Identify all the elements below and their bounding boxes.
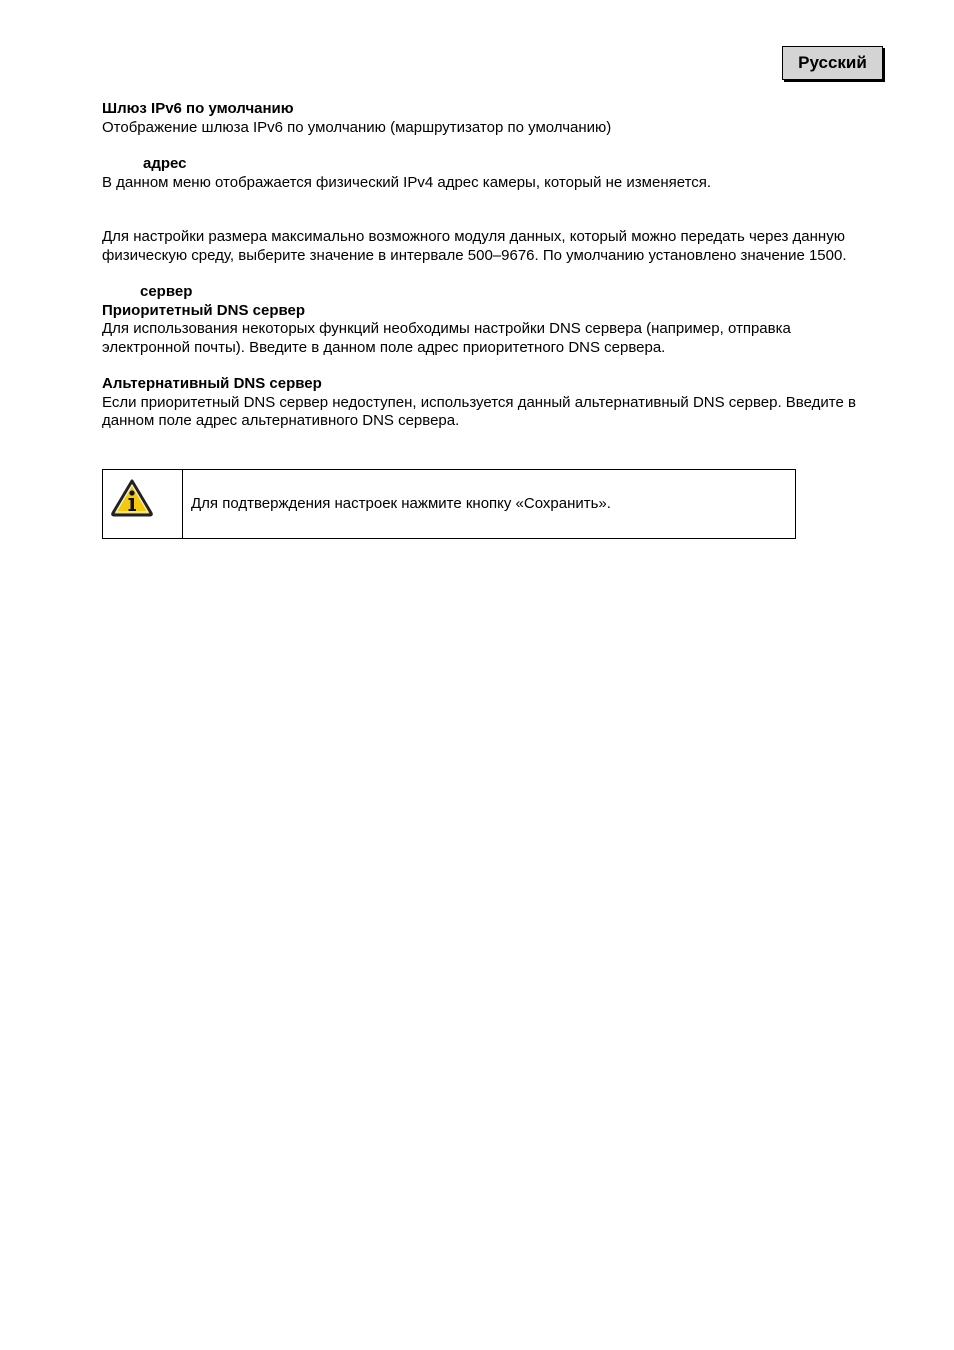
spacer	[102, 137, 862, 155]
primary-dns-heading: Приоритетный DNS сервер	[102, 301, 306, 319]
notice-box	[102, 469, 796, 539]
mac-address-heading-label: адрес	[143, 155, 187, 172]
spacer	[102, 192, 862, 210]
spacer	[102, 210, 862, 228]
alternate-dns-heading: Альтернативный DNS сервер	[102, 375, 322, 392]
alternate-dns-text: Если приоритетный DNS сервер недоступен, используется данный альтернативный DNS сервер. Введите в данном поле адрес альтернативного DNS сервера.	[102, 393, 856, 429]
primary-dns-text: Для использования некоторых функций необходимы настройки DNS сервера (например, отправка электронной почты). Введите в данном поле адрес приоритетного DNS сервера.	[102, 320, 791, 356]
spacer	[102, 357, 862, 375]
info-warning-icon	[110, 478, 154, 518]
notice-icon-cell	[103, 470, 183, 538]
ipv6-gateway-text: Отображение шлюза IPv6 по умолчанию (маршрутизатор по умолчанию)	[102, 118, 612, 136]
dns-section-heading	[102, 283, 862, 302]
spacer	[102, 265, 862, 283]
dns-section-heading-label: сервер	[140, 283, 193, 300]
notice-text: Для подтверждения настроек нажмите кнопку «Сохранить».	[191, 495, 611, 512]
mtu-text: Для настройки размера максимально возможного модуля данных, который можно передать через данную физическую среду, выберите значение в интервале 500–9676. По умолчанию установлено значение 1500.	[102, 228, 847, 264]
mac-address-text: В данном меню отображается физический IPv4 адрес камеры, который не изменяется.	[102, 173, 712, 191]
mac-address-heading	[102, 155, 862, 174]
ipv6-gateway-heading: Шлюз IPv6 по умолчанию	[102, 100, 294, 117]
language-badge: Русский	[782, 46, 883, 80]
document-body	[102, 100, 862, 431]
